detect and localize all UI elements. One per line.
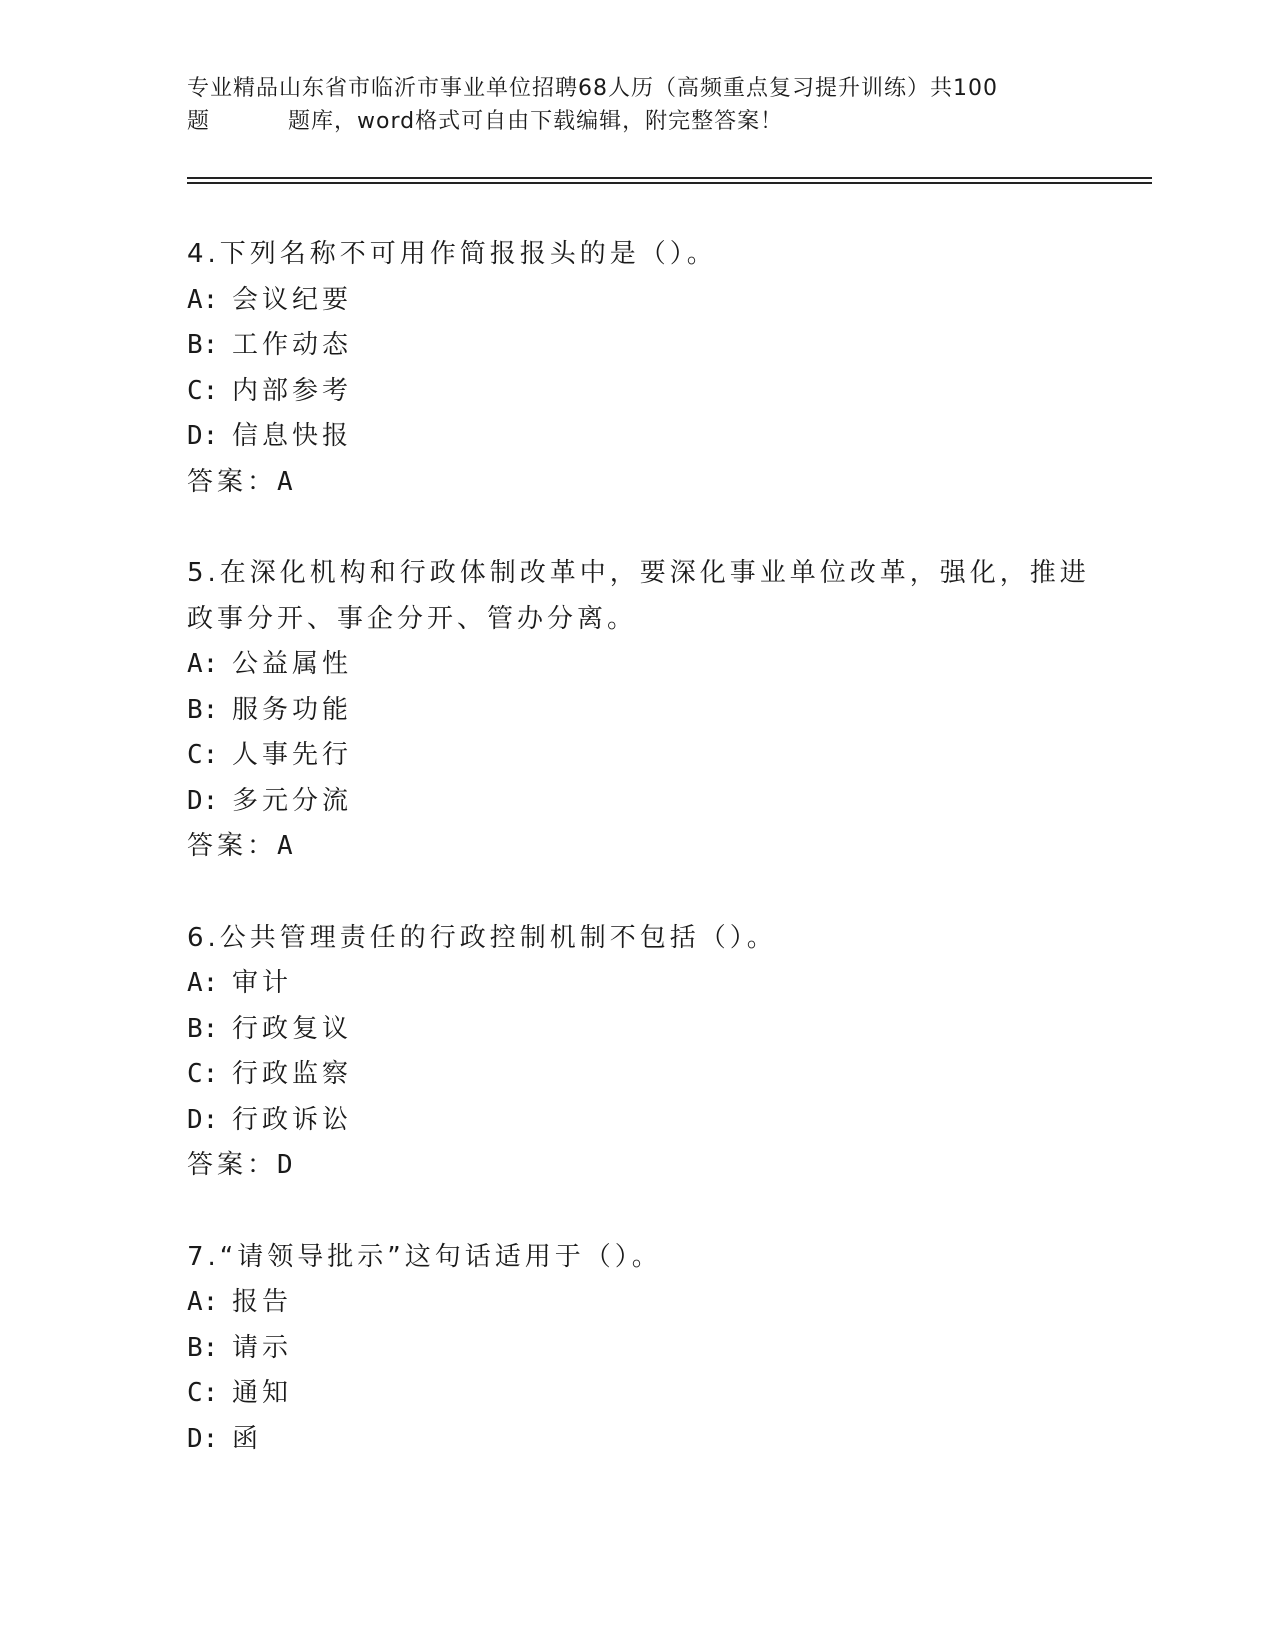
question-item [187, 551, 1147, 870]
option-c: C: 人事先行 [187, 740, 353, 770]
option-a: A: 报告 [187, 1287, 293, 1317]
answer-value: A [277, 831, 293, 861]
answer-line: 答案：A [187, 831, 293, 861]
question-stem-continued: 政事分开、事企分开、管办分离。 [187, 603, 638, 634]
option-b: B: 请示 [187, 1332, 293, 1363]
header-title-fragment: 题库，word格式可自由下载编辑，附完整答案！ [288, 109, 784, 134]
option-b: B: 服务功能 [187, 694, 353, 725]
option-d: D: 多元分流 [187, 785, 353, 816]
question-stem: 4.下列名称不可用作简报报头的是（）。 [187, 239, 717, 269]
option-d: D: 函 [187, 1423, 263, 1454]
question-item [187, 916, 1147, 1189]
question-list [187, 232, 1147, 1508]
answer-line: 答案：D [187, 1150, 293, 1180]
option-c: C: 通知 [187, 1378, 293, 1408]
option-b: B: 工作动态 [187, 330, 353, 360]
question-stem: 6.公共管理责任的行政控制机制不包括（）。 [187, 922, 777, 953]
question-stem: 5.在深化机构和行政体制改革中，要深化事业单位改革，强化，推进 [187, 558, 1090, 588]
answer-line: 答案：A [187, 466, 293, 497]
question-item [187, 232, 1147, 505]
document-header [187, 72, 1087, 138]
option-a: A: 公益属性 [187, 649, 353, 679]
option-c: C: 行政监察 [187, 1059, 353, 1089]
answer-value: D [277, 1150, 293, 1180]
header-divider [187, 177, 1152, 179]
answer-value: A [277, 466, 293, 497]
header-title-line-2 [187, 105, 1087, 138]
option-a: A: 会议纪要 [187, 284, 353, 315]
header-title-line-1: 专业精品山东省市临沂市事业单位招聘68人历（高频重点复习提升训练）共100 [187, 76, 998, 101]
option-b: B: 行政复议 [187, 1013, 353, 1044]
question-item [187, 1235, 1147, 1463]
header-divider [187, 182, 1152, 184]
header-title-fragment: 题 [187, 109, 211, 134]
option-d: D: 信息快报 [187, 421, 353, 451]
option-a: A: 审计 [187, 968, 293, 998]
option-d: D: 行政诉讼 [187, 1104, 353, 1135]
question-stem: 7.“请领导批示”这句话适用于（）。 [187, 1241, 662, 1272]
option-c: C: 内部参考 [187, 375, 353, 406]
